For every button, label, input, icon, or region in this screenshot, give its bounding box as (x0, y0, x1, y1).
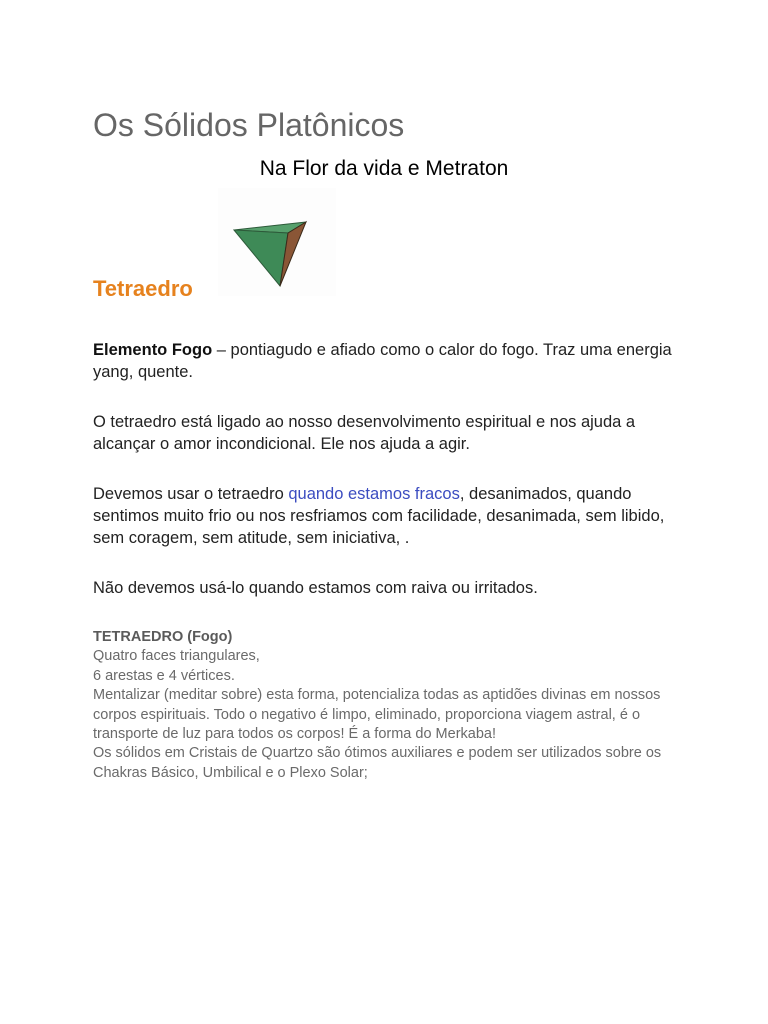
tetrahedron-drawing (218, 188, 336, 296)
info-block (93, 628, 683, 783)
tetrahedron-icon (218, 188, 336, 296)
usage-text-start: Devemos usar o tetraedro (93, 485, 289, 503)
info-heading: TETRAEDRO (Fogo) (93, 629, 233, 645)
info-edges: 6 arestas e 4 vértices. (93, 667, 235, 684)
page-title: Os Sólidos Platônicos (93, 107, 405, 143)
usage-text-end: , desanimados, quando sentimos muito frio ou nos resfriamos com facilidade, desanimada, sem libido, sem coragem, sem atitude, sem iniciativa, . (93, 485, 665, 547)
info-faces: Quatro faces triangulares, (93, 648, 260, 665)
element-description: – pontiagudo e afiado como o calor do fogo. Traz uma energia yang, quente. (93, 341, 672, 381)
paragraph-development: O tetraedro está ligado ao nosso desenvolvimento espiritual e nos ajuda a alcançar o amor incondicional. Ele nos ajuda a agir. (93, 413, 636, 453)
page-subtitle: Na Flor da vida e Metraton (259, 157, 509, 180)
weak-link[interactable]: quando estamos fracos (288, 485, 460, 503)
info-crystals: Os sólidos em Cristais de Quartzo são ótimos auxiliares e podem ser utilizados sobre os Chakras Básico, Umbilical e o Plexo Solar; (93, 745, 662, 781)
section-heading: Tetraedro (93, 276, 193, 301)
paragraph-element (93, 339, 683, 383)
tetrahedron-front-face (234, 230, 288, 286)
info-meditation: Mentalizar (meditar sobre) esta forma, potencializa todas as aptidões divinas em nossos corpos espirituais. Todo o negativo é limpo, eliminado, proporciona viagem astral, é o transporte de luz para todos os corpos! É a forma do Merkaba! (93, 687, 661, 743)
element-label: Elemento Fogo (93, 341, 213, 359)
paragraph-usage (93, 483, 683, 549)
paragraph-warning: Não devemos usá-lo quando estamos com raiva ou irritados. (93, 579, 538, 597)
